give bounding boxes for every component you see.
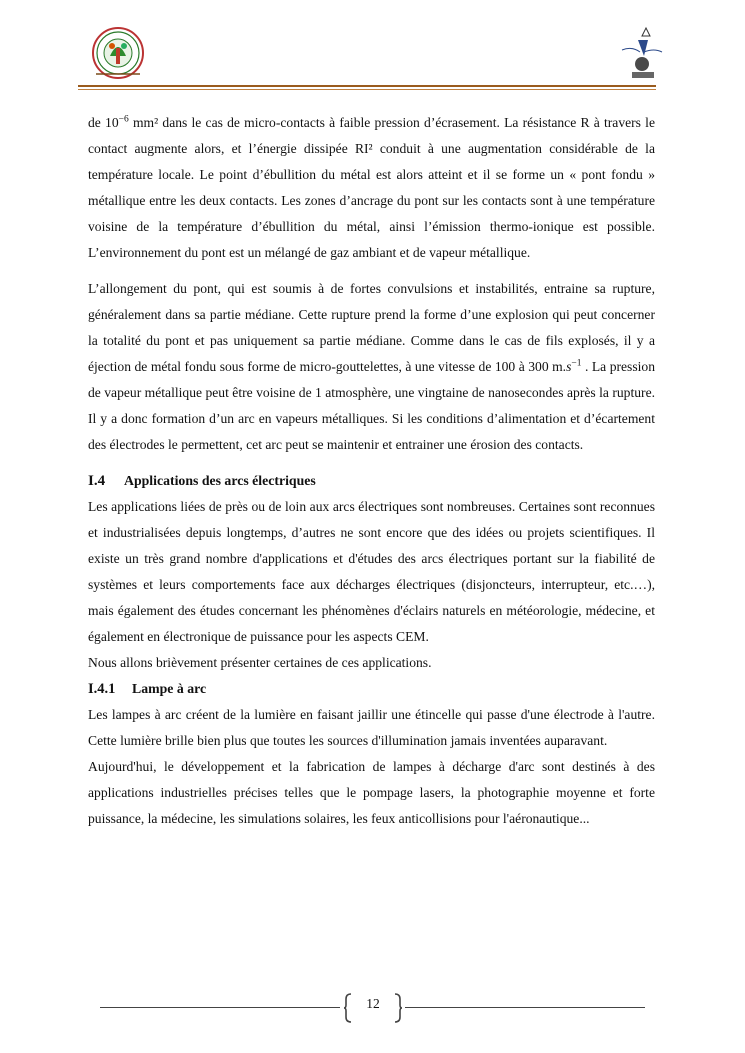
subsection-heading-i41 xyxy=(88,676,655,702)
page-number: 12 xyxy=(366,996,380,1011)
page-footer xyxy=(100,990,645,1026)
header-rule xyxy=(78,85,656,87)
page-header xyxy=(78,18,668,90)
footer-rule-left xyxy=(100,1007,340,1008)
section-title: Applications des arcs électriques xyxy=(124,473,316,488)
footer-rule-right xyxy=(405,1007,645,1008)
paragraph-3: Les applications liées de près ou de loin aux arcs électriques sont nombreuses. Certaines sont reconnues et industrialisées depuis longtemps, d’autres ne sont encore que des idées ou projets scientifiques. Il existe un très grand nombre d'applications et d'études des arcs électriques portant sur la fiabilité de systèmes et leurs comportements face aux décharges électriques (disjoncteurs, interrupteur, etc.…), mais également des études concernant les phénomènes d'éclairs naturels en météorologie, médecine, et également en électronique de puissance pour les aspects CEM. xyxy=(88,499,655,644)
right-bracket-icon xyxy=(394,993,402,1023)
section-heading-i4 xyxy=(88,468,655,494)
paragraph-5: Les lampes à arc créent de la lumière en faisant jaillir une étincelle qui passe d'une électrode à l'autre. Cette lumière brille bien plus que toutes les sources d'illumination jamais inventées auparavant. xyxy=(88,707,655,748)
subsection-number: I.4.1 xyxy=(88,681,116,697)
header-rule-thin xyxy=(78,89,656,90)
paragraph-2: L’allongement du pont, qui est soumis à de fortes convulsions et instabilités, entraine sa rupture, généralement dans sa partie médiane. Cette rupture prend la forme d’une explosion qui peut concerner la totalité du pont et pas uniquement sa partie médiane. Comme dans le cas de fils explosés, il y a éjection de métal fondu sous forme de micro-gouttelettes, à une vitesse de 100 à 300 $m.s^{-1}$ . La pression de vapeur métallique peut être voisine de 1 atmosphère, une vingtaine de nanosecondes après la rupture. Il y a donc formation d’un arc en vapeurs métalliques. Si les conditions d’alimentation et d’écartement des électrodes le permettent, cet arc peut se maintenir et entrainer une érosion des contacts. xyxy=(88,281,655,452)
page-body xyxy=(88,110,655,832)
paragraph-4: Nous allons brièvement présenter certaines de ces applications. xyxy=(88,655,432,670)
section-number: I.4 xyxy=(88,473,106,489)
paragraph-1: de $10^{-6}$ mm² dans le cas de micro-contacts à faible pression d’écrasement. La résistance R à travers le contact augmente alors, et l’énergie dissipée RI² conduit à une augmentation considérable de la température locale. Le point d’ébullition du métal est alors atteint et il se forme un « pont fondu » métallique entre les deux contacts. Les zones d’ancrage du pont sur les contacts sont à une température voisine de la température d’ébullition du métal, ainsi l’émission thermo-ionique est possible. L’environnement du pont est un mélangé de gaz ambiant et de vapeur métallique. xyxy=(88,114,655,260)
paragraph-6: Aujourd'hui, le développement et la fabrication de lampes à décharge d'arc sont destinés à des applications industrielles précises telles que le pompage lasers, la photographie moyenne et forte puissance, la médecine, les simulations solaires, les feux anticollisions pour l'aéronautique... xyxy=(88,759,655,826)
university-logo xyxy=(86,26,150,82)
lab-logo xyxy=(618,26,664,86)
subsection-title: Lampe à arc xyxy=(132,681,207,696)
